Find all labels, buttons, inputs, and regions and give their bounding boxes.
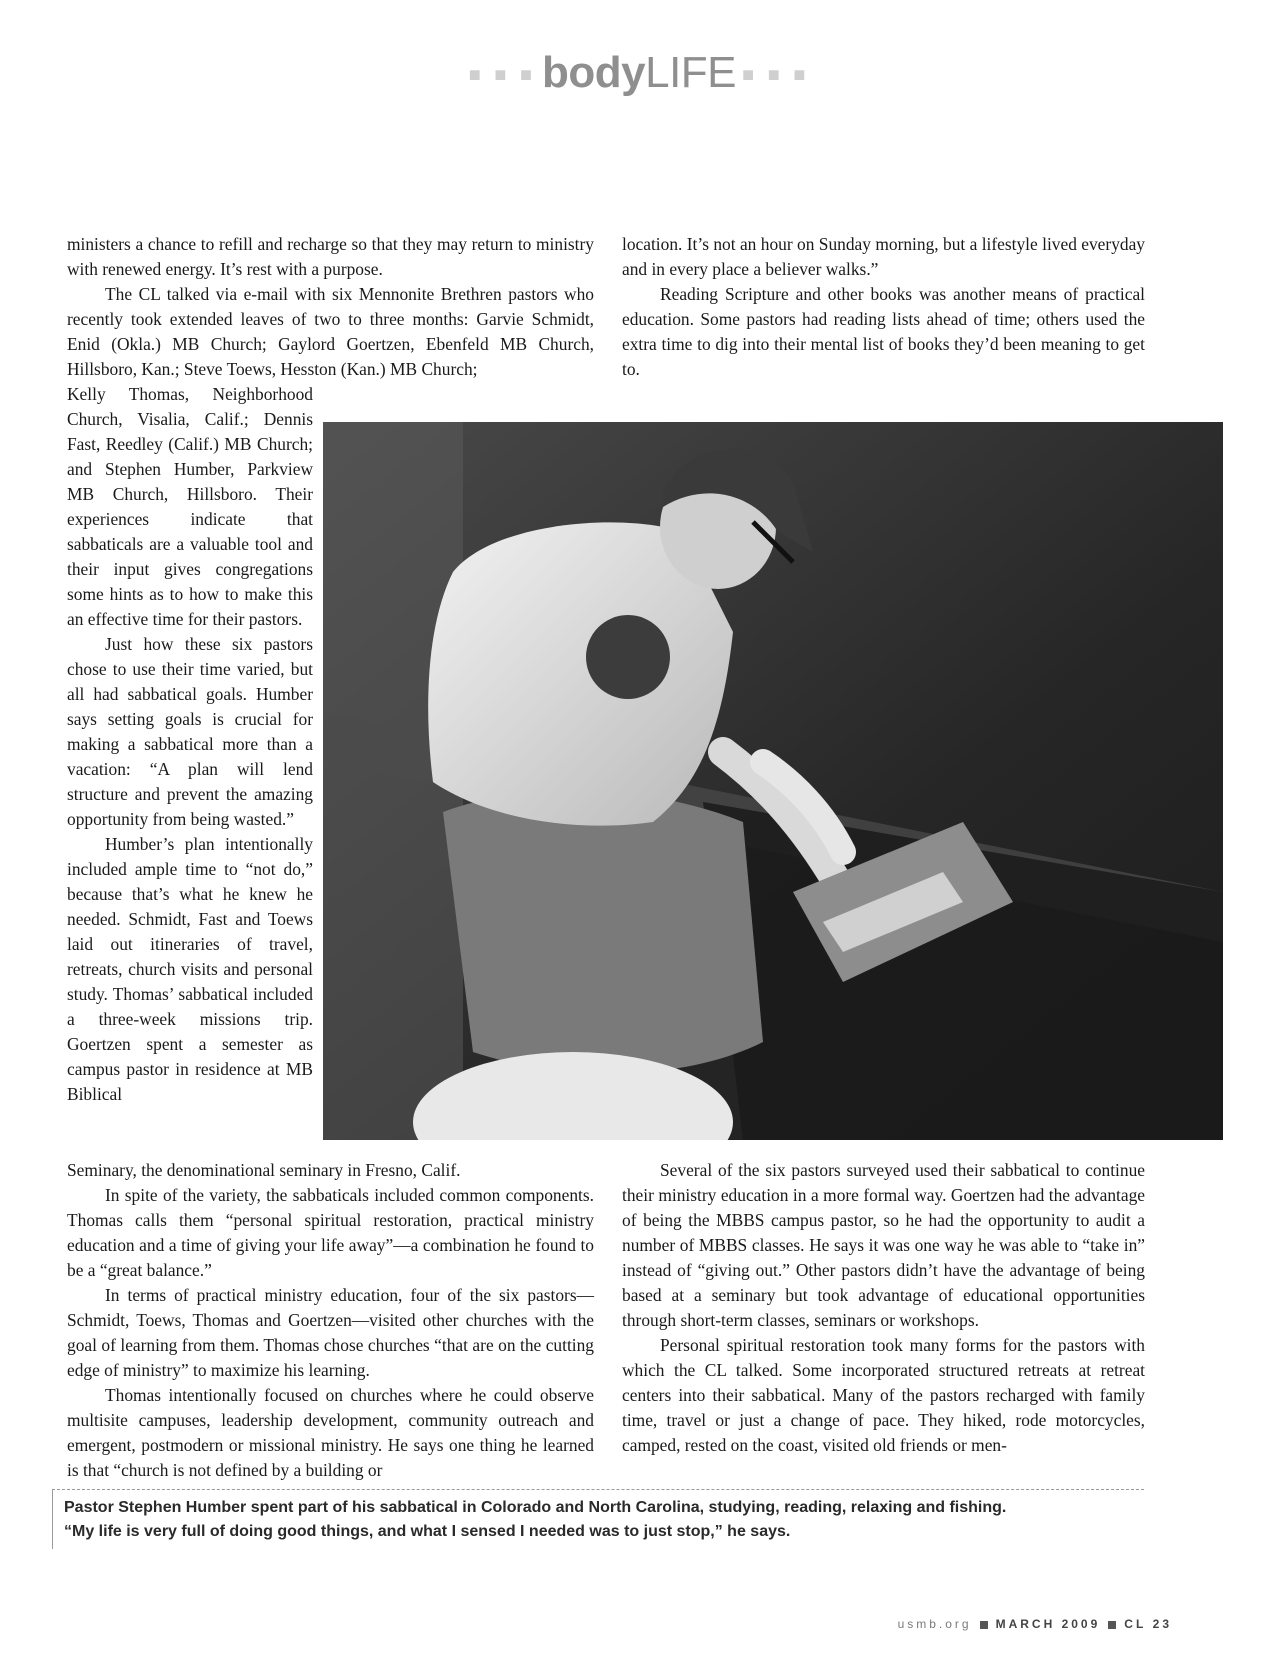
photo-caption (64, 1496, 1144, 1544)
page-footer (898, 1617, 1172, 1631)
paragraph: Just how these six pastors chose to use their time varied, but all had sabbatical goals. Humber says setting goals is crucial for making a sabbatical more than a vacation: “A plan will lend structure and prevent the amazing opportunity from being wasted.” (67, 634, 313, 829)
footer-magazine: CL (1124, 1617, 1147, 1631)
footer-separator (980, 1621, 988, 1629)
header-dots-left: ■ ■ ■ (468, 63, 536, 86)
header-title-light: LIFE (645, 48, 737, 97)
article-column-right-bottom (622, 1158, 1145, 1458)
paragraph: Thomas intentionally focused on churches where he could observe multisite campuses, leadership development, community outreach and emergent, postmodern or missional ministry. He says one thing he learned is that “church is not defined by a building or (67, 1385, 594, 1480)
paragraph: Reading Scripture and other books was another means of practical education. Some pastors had reading lists ahead of time; others used the extra time to dig into their mental list of books they’d been meaning to get to. (622, 284, 1145, 379)
article-column-narrow (67, 382, 313, 1107)
caption-line: “My life is very full of doing good things, and what I sensed I needed was to just stop,” he says. (64, 1523, 791, 1540)
paragraph: Kelly Thomas, Neighborhood Church, Visalia, Calif.; Dennis Fast, Reedley (Calif.) MB Church; and Stephen Humber, Parkview MB Church, Hillsboro. Their experiences indicate that sabbaticals are a valuable tool and their input gives congregations some hints as to how to make this an effective time for their pastors. (67, 384, 313, 629)
header-dots-right: ■ ■ ■ (742, 63, 810, 86)
footer-site: usmb.org (897, 1617, 972, 1631)
caption-side-rule (52, 1489, 53, 1549)
paragraph: ministers a chance to refill and recharge so that they may return to ministry with renewed energy. It’s rest with a purpose. (67, 234, 594, 279)
paragraph: Personal spiritual restoration took many forms for the pastors with which the CL talked. Some incorporated structured retreats at retreat centers into their sabbatical. Many of the pastors recharged with family time, travel or just a change of pace. They hiked, rode motorcycles, camped, rested on the coast, visited old friends or men- (622, 1335, 1145, 1455)
paragraph: Humber’s plan intentionally included ample time to “not do,” because that’s what he knew he needed. Schmidt, Fast and Toews laid out itineraries of travel, retreats, church visits and personal study. Thomas’ sabbatical included a three-week missions trip. Goertzen spent a semester as campus pastor in residence at MB Biblical (67, 834, 313, 1104)
caption-line: Pastor Stephen Humber spent part of his sabbatical in Colorado and North Carolina, studying, reading, relaxing and fishing. (64, 1499, 1007, 1516)
footer-date: MARCH 2009 (995, 1617, 1101, 1631)
photo-illustration (323, 422, 1223, 1140)
paragraph: location. It’s not an hour on Sunday morning, but a lifestyle lived everyday and in every place a believer walks.” (622, 234, 1145, 279)
paragraph: In terms of practical ministry education, four of the six pastors—Schmidt, Toews, Thomas and Goertzen—visited other churches with the goal of learning from them. Thomas chose churches “that are on the cutting edge of ministry” to maximize his learning. (67, 1285, 594, 1380)
caption-divider (52, 1489, 1144, 1490)
paragraph: Several of the six pastors surveyed used their sabbatical to continue their ministry education in a more formal way. Goertzen had the advantage of being the MBBS campus pastor, so he had the opportunity to audit a number of MBBS classes. He says it was one way he was able to “take in” instead of “giving out.” Other pastors didn’t have the advantage of being based at a seminary but took advantage of educational opportunities through short-term classes, seminars or workshops. (622, 1160, 1145, 1330)
section-header (0, 48, 1278, 98)
article-photo (323, 422, 1223, 1140)
article-column-left-top (67, 232, 594, 382)
footer-separator (1108, 1621, 1116, 1629)
footer-page-number: 23 (1152, 1617, 1172, 1631)
article-column-right-top (622, 232, 1145, 382)
header-title-bold: body (541, 48, 646, 97)
paragraph: The CL talked via e-mail with six Mennonite Brethren pastors who recently took extended leaves of two to three months: Garvie Schmidt, Enid (Okla.) MB Church; Gaylord Goertzen, Ebenfeld MB Church, Hillsboro, Kan.; Steve Toews, Hesston (Kan.) MB Church; (67, 284, 594, 379)
paragraph: Seminary, the denominational seminary in Fresno, Calif. (67, 1160, 461, 1180)
article-column-left-bottom (67, 1158, 594, 1483)
paragraph: In spite of the variety, the sabbaticals included common components. Thomas calls them “personal spiritual restoration, practical ministry education and a time of giving your life away”—a combination he found to be a “great balance.” (67, 1185, 594, 1280)
